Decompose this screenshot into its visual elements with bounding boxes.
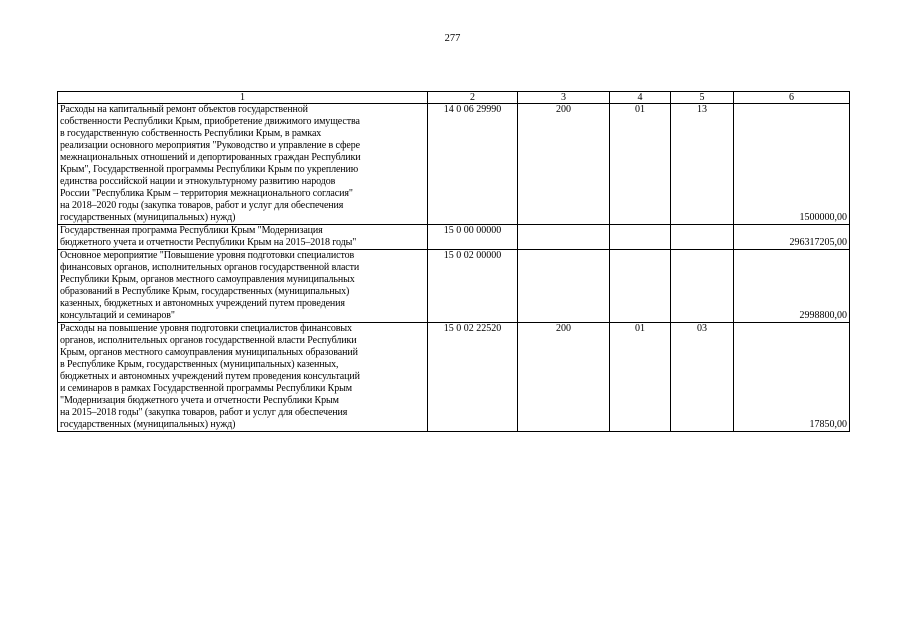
row-amount: 2998800,00 — [734, 250, 850, 323]
row-amount: 17850,00 — [734, 323, 850, 432]
budget-table — [57, 91, 850, 432]
row-target-code: 15 0 02 00000 — [428, 250, 518, 323]
header-cell-5: 5 — [671, 92, 734, 104]
row-subsection: 13 — [671, 104, 734, 225]
row-expense-type: 200 — [518, 104, 610, 225]
header-cell-3: 3 — [518, 92, 610, 104]
header-cell-1: 1 — [58, 92, 428, 104]
row-section — [610, 250, 671, 323]
header-cell-6: 6 — [734, 92, 850, 104]
row-target-code: 15 0 00 00000 — [428, 225, 518, 250]
table-row — [58, 323, 850, 432]
row-expense-type: 200 — [518, 323, 610, 432]
row-section — [610, 225, 671, 250]
row-name: Расходы на повышение уровня подготовки специалистов финансовых органов, исполнительных органов государственной власти Республики Крым, органов местного самоуправления муниципальных образований в Республике Крым, государственных (муниципальных) казенных, бюджетных и автономных учреждений путем проведения консультаций и семинаров в рамках Государственной программы Республики Крым "Модернизация бюджетного учета и отчетности Республики Крым на 2015–2018 годы" (закупка товаров, работ и услуг для обеспечения государственных (муниципальных) нужд) — [58, 323, 428, 432]
header-cell-2: 2 — [428, 92, 518, 104]
row-amount: 296317205,00 — [734, 225, 850, 250]
row-name: Расходы на капитальный ремонт объектов государственной собственности Республики Крым, приобретение движимого имущества в государственную собственность Республики Крым, в рамках реализации основного мероприятия "Руководство и управление в сфере межнациональных отношений и депортированных граждан Республики Крым", Государственной программы Республики Крым по укреплению единства российской нации и этнокультурному развитию народов России "Республика Крым – территория межнационального согласия" на 2018–2020 годы (закупка товаров, работ и услуг для обеспечения государственных (муниципальных) нужд) — [58, 104, 428, 225]
row-section: 01 — [610, 104, 671, 225]
row-target-code: 15 0 02 22520 — [428, 323, 518, 432]
row-amount: 1500000,00 — [734, 104, 850, 225]
row-target-code: 14 0 06 29990 — [428, 104, 518, 225]
header-cell-4: 4 — [610, 92, 671, 104]
row-expense-type — [518, 250, 610, 323]
table-row — [58, 104, 850, 225]
row-expense-type — [518, 225, 610, 250]
row-subsection — [671, 225, 734, 250]
row-name: Основное мероприятие "Повышение уровня подготовки специалистов финансовых органов, исполнительных органов государственной власти Республики Крым, органов местного самоуправления муниципальных образований в Республике Крым, государственных (муниципальных) казенных, бюджетных и автономных учреждений путем проведения консультаций и семинаров" — [58, 250, 428, 323]
table-row — [58, 250, 850, 323]
row-subsection: 03 — [671, 323, 734, 432]
row-section: 01 — [610, 323, 671, 432]
table-header-row — [58, 92, 850, 104]
row-name: Государственная программа Республики Крым "Модернизация бюджетного учета и отчетности Республики Крым на 2015–2018 годы" — [58, 225, 428, 250]
page-number: 277 — [444, 33, 461, 44]
row-subsection — [671, 250, 734, 323]
table-row — [58, 225, 850, 250]
